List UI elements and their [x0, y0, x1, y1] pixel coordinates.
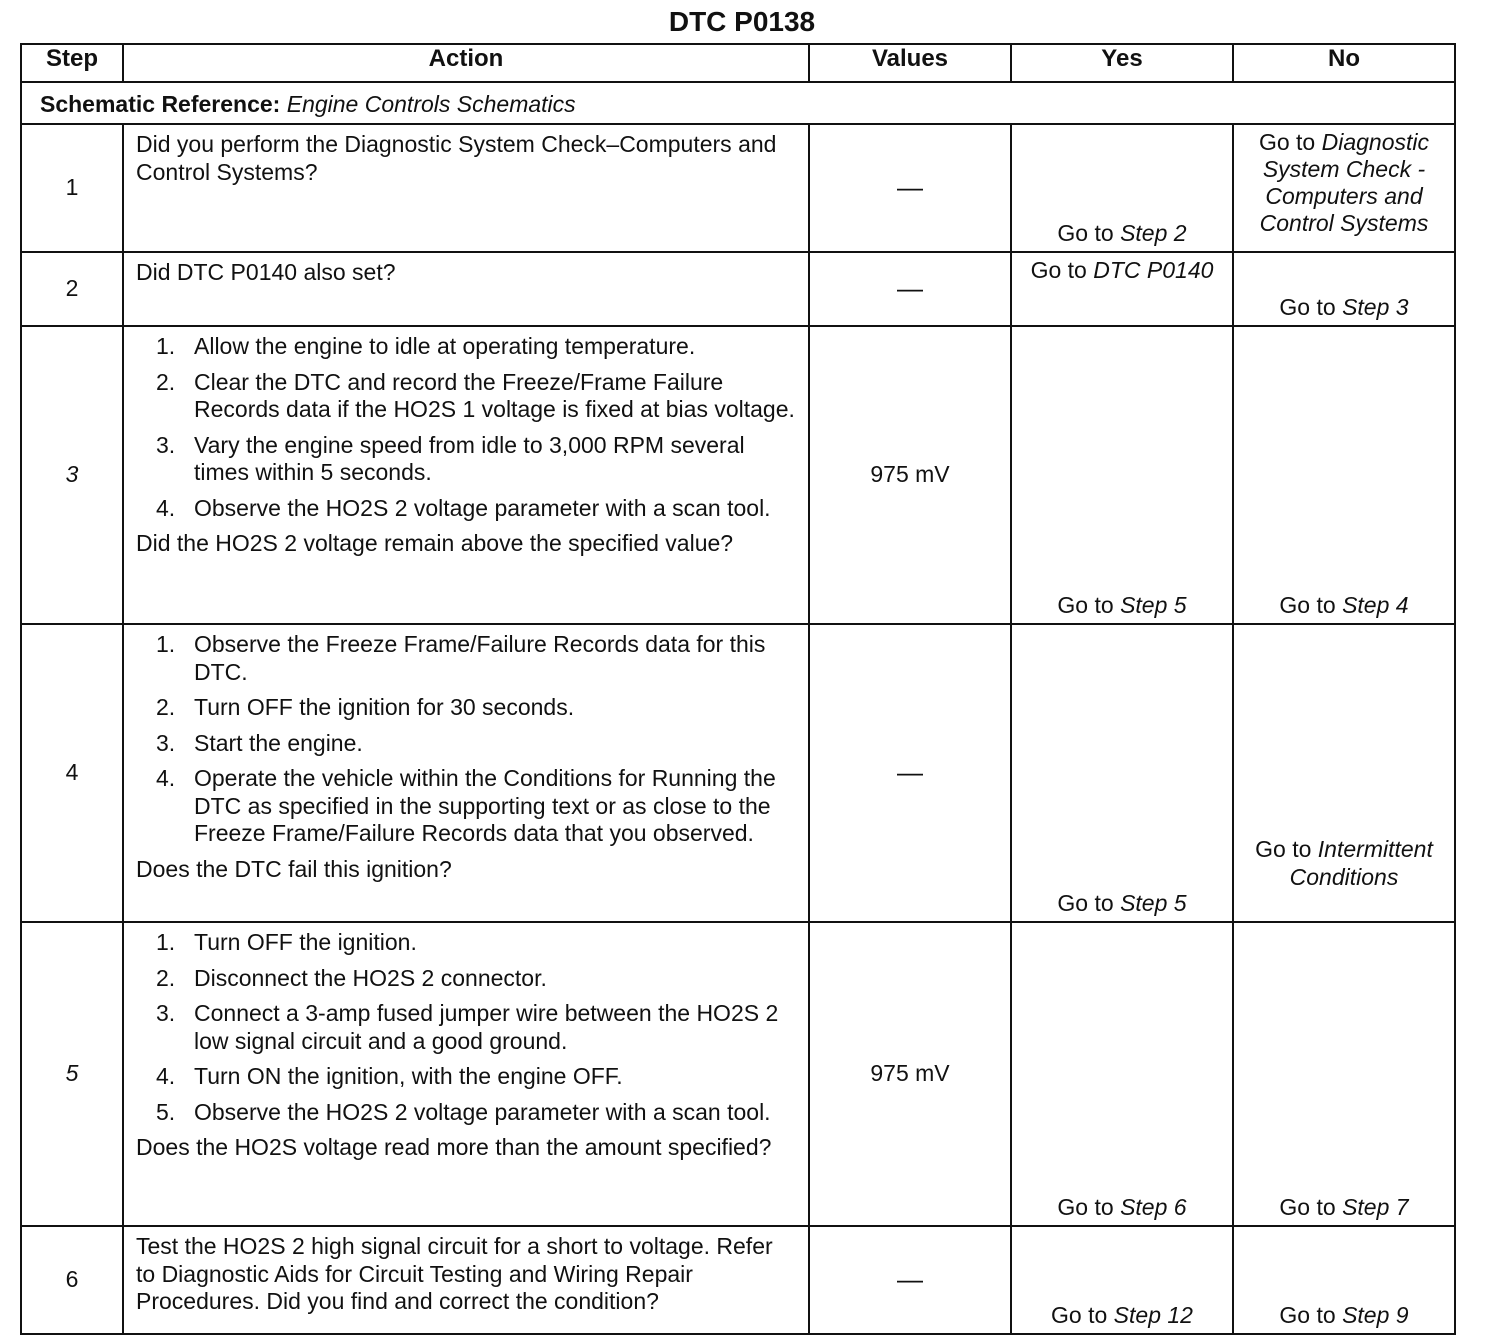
value-cell: —	[809, 124, 1011, 252]
table-row	[21, 326, 1455, 624]
value-cell: 975 mV	[809, 326, 1011, 624]
goto-prefix: Go to	[1279, 591, 1336, 618]
yes-cell	[1011, 922, 1233, 1226]
header-action: Action	[123, 44, 809, 82]
header-row	[21, 44, 1455, 82]
yes-goto[interactable]	[1012, 257, 1232, 285]
goto-prefix: Go to	[1057, 219, 1114, 246]
goto-target: Step 5	[1120, 591, 1187, 618]
no-cell	[1233, 624, 1455, 922]
substep-text: Observe the Freeze Frame/Failure Records data for this DTC.	[194, 631, 766, 685]
goto-prefix: Go to	[1030, 257, 1087, 283]
question-text: Does the HO2S voltage read more than the amount specified?	[136, 1134, 772, 1160]
substep-text: Vary the engine speed from idle to 3,000 RPM several times within 5 seconds.	[194, 431, 745, 485]
no-goto[interactable]	[1234, 1302, 1454, 1330]
list-item: 2. Clear the DTC and record the Freeze/Frame Failure Records data if the HO2S 1 voltage is fixed at bias voltage.	[156, 368, 795, 422]
yes-goto[interactable]	[1012, 1194, 1232, 1222]
no-line: System Check -	[1262, 156, 1426, 182]
substep-list	[136, 929, 798, 1126]
no-goto[interactable]	[1234, 836, 1454, 891]
list-item: 3. Connect a 3-amp fused jumper wire between the HO2S 2 low signal circuit and a good ground.	[156, 1000, 779, 1054]
goto-target: Step 5	[1120, 889, 1187, 916]
action-cell	[123, 922, 809, 1226]
step-number: 1	[21, 124, 123, 252]
list-item: 2. Turn OFF the ignition for 30 seconds.	[156, 694, 575, 720]
goto-prefix: Go to	[1255, 836, 1312, 862]
dtc-table	[20, 43, 1456, 1335]
goto-prefix: Go to	[1279, 1301, 1336, 1328]
action-text: Did you perform the Diagnostic System Check–Computers and Control Systems?	[123, 124, 809, 252]
no-line: Go to Diagnostic	[1258, 129, 1430, 155]
yes-cell	[1011, 624, 1233, 922]
list-item: 1. Allow the engine to idle at operating temperature.	[156, 333, 696, 359]
yes-goto[interactable]	[1012, 890, 1232, 918]
table-row	[21, 922, 1455, 1226]
step-number: 3	[21, 326, 123, 624]
action-text: Test the HO2S 2 high signal circuit for a short to voltage. Refer to Diagnostic Aids for Circuit Testing and Wiring Repair Procedures. Did you find and correct the condition?	[123, 1226, 809, 1334]
question-text: Does the DTC fail this ignition?	[136, 855, 452, 882]
list-item: 5. Observe the HO2S 2 voltage parameter with a scan tool.	[156, 1098, 771, 1125]
no-line: Conditions	[1289, 863, 1399, 890]
question-text: Did the HO2S 2 voltage remain above the specified value?	[136, 530, 734, 556]
step-number: 5	[21, 922, 123, 1226]
goto-prefix: Go to	[1051, 1301, 1108, 1328]
header-step: Step	[21, 44, 123, 82]
schematic-link[interactable]: Engine Controls Schematics	[286, 91, 576, 118]
list-item: 3. Start the engine.	[156, 729, 363, 756]
goto-target: Step 7	[1342, 1193, 1409, 1220]
step-number: 2	[21, 252, 123, 326]
substep-list	[136, 333, 798, 522]
table-row	[21, 1226, 1455, 1334]
value-cell: —	[809, 624, 1011, 922]
table-row	[21, 124, 1455, 252]
step-number: 6	[21, 1226, 123, 1334]
goto-prefix: Go to	[1057, 1193, 1114, 1220]
substep-text: Observe the HO2S 2 voltage parameter with a scan tool.	[194, 494, 771, 521]
no-cell	[1233, 252, 1455, 326]
action-cell	[123, 326, 809, 624]
yes-goto[interactable]	[1012, 220, 1232, 248]
table-row	[21, 252, 1455, 326]
page-title: DTC P0138	[668, 6, 816, 37]
table-row	[21, 624, 1455, 922]
goto-target: Step 4	[1342, 591, 1409, 618]
value-cell: —	[809, 1226, 1011, 1334]
no-line	[1234, 836, 1454, 864]
goto-prefix: Go to	[1057, 889, 1114, 916]
substep-text: Disconnect the HO2S 2 connector.	[194, 964, 547, 991]
value-cell: —	[809, 252, 1011, 326]
yes-cell	[1011, 252, 1233, 326]
substep-text: Connect a 3-amp fused jumper wire between the HO2S 2 low signal circuit and a good ground.	[194, 1000, 779, 1054]
goto-prefix: Go to	[1279, 1193, 1336, 1220]
list-item: 1. Turn OFF the ignition.	[156, 929, 417, 955]
action-cell	[123, 624, 809, 922]
list-item: 2. Disconnect the HO2S 2 connector.	[156, 964, 547, 991]
no-goto[interactable]	[1234, 1194, 1454, 1222]
no-goto[interactable]	[1234, 592, 1454, 620]
schematic-label: Schematic Reference:	[40, 91, 281, 118]
yes-cell	[1011, 124, 1233, 252]
substep-text: Turn OFF the ignition for 30 seconds.	[194, 694, 575, 720]
substep-list	[136, 631, 798, 848]
substep-text: Start the engine.	[194, 729, 363, 756]
goto-target: Step 6	[1120, 1193, 1187, 1220]
yes-goto[interactable]	[1012, 1302, 1232, 1330]
list-item: 3. Vary the engine speed from idle to 3,000 RPM several times within 5 seconds.	[156, 431, 745, 485]
header-no: No	[1233, 44, 1455, 82]
yes-goto[interactable]	[1012, 592, 1232, 620]
list-item: 1. Observe the Freeze Frame/Failure Records data for this DTC.	[156, 631, 766, 685]
substep-text: Operate the vehicle within the Conditions for Running the DTC as specified in the supporting text or as close to the Freeze Frame/Failure Records data that you observed.	[194, 765, 776, 846]
no-goto[interactable]	[1234, 129, 1454, 237]
goto-target: Intermittent	[1317, 836, 1433, 862]
goto-target: Step 2	[1120, 219, 1187, 246]
substep-text: Turn ON the ignition, with the engine OFF.	[194, 1063, 623, 1089]
no-cell	[1233, 922, 1455, 1226]
no-goto[interactable]	[1234, 294, 1454, 322]
schematic-row	[21, 82, 1455, 124]
action-text: Did DTC P0140 also set?	[123, 252, 809, 326]
header-yes: Yes	[1011, 44, 1233, 82]
goto-target: DTC P0140	[1093, 257, 1214, 283]
no-line: Computers and	[1265, 183, 1423, 209]
goto-target: Step 3	[1342, 293, 1409, 320]
substep-text: Allow the engine to idle at operating temperature.	[194, 333, 696, 359]
step-number: 4	[21, 624, 123, 922]
substep-text: Observe the HO2S 2 voltage parameter with a scan tool.	[194, 1098, 771, 1125]
goto-prefix: Go to	[1057, 591, 1114, 618]
goto-target: Step 12	[1113, 1301, 1193, 1328]
goto-prefix: Go to	[1279, 293, 1336, 320]
no-line: Control Systems	[1259, 210, 1429, 236]
schematic-reference	[21, 82, 1455, 124]
list-item: 4. Turn ON the ignition, with the engine OFF.	[156, 1063, 623, 1089]
yes-cell	[1011, 326, 1233, 624]
substep-text: Turn OFF the ignition.	[194, 929, 417, 955]
list-item: 4. Operate the vehicle within the Conditions for Running the DTC as specified in the supporting text or as close to the Freeze Frame/Failure Records data that you observed.	[156, 765, 776, 846]
yes-cell	[1011, 1226, 1233, 1334]
header-values: Values	[809, 44, 1011, 82]
substep-text: Clear the DTC and record the Freeze/Frame Failure Records data if the HO2S 1 voltage is fixed at bias voltage.	[194, 368, 795, 422]
no-cell	[1233, 124, 1455, 252]
no-cell	[1233, 1226, 1455, 1334]
value-cell: 975 mV	[809, 922, 1011, 1226]
list-item: 4. Observe the HO2S 2 voltage parameter with a scan tool.	[156, 494, 771, 521]
no-cell	[1233, 326, 1455, 624]
goto-target: Step 9	[1342, 1301, 1409, 1328]
